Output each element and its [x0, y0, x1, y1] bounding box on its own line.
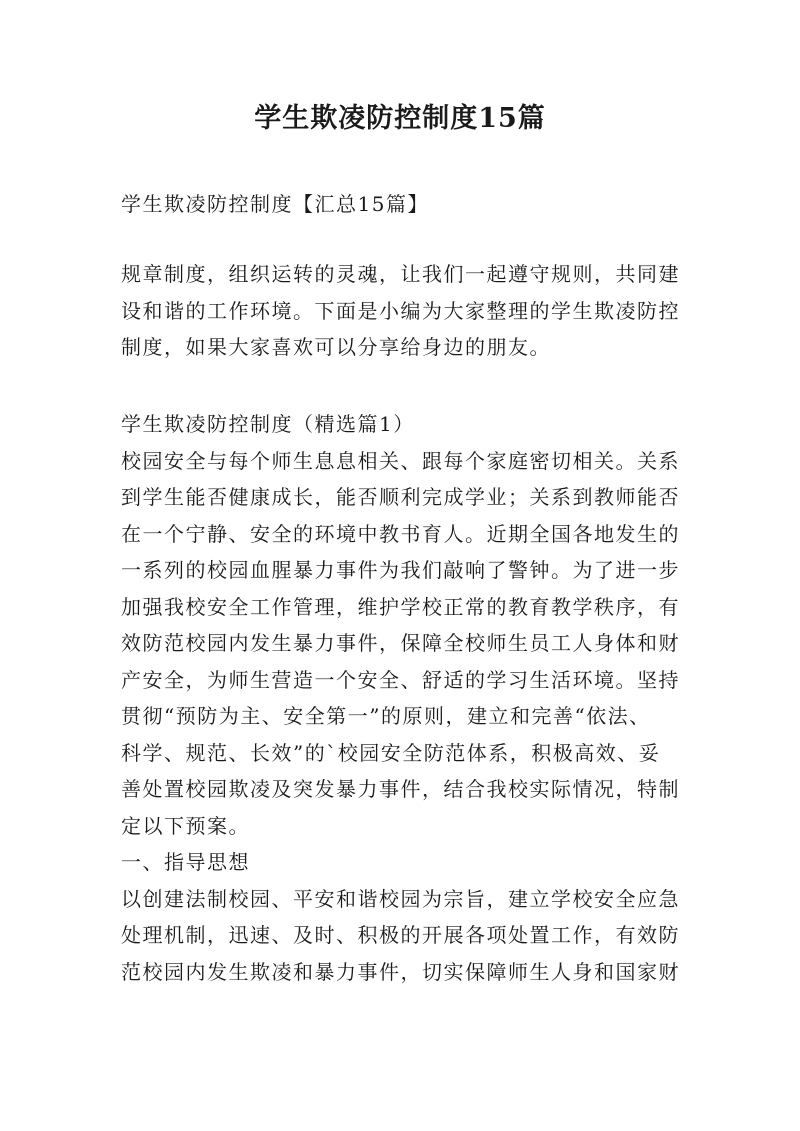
subtitle-line: 学生欺凌防控制度【汇总15篇】	[121, 192, 429, 216]
main-section	[121, 406, 693, 990]
paragraph-line: 以创建法制校园、平安和谐校园为宗旨，建立学校安全应急	[121, 886, 680, 911]
paragraph-line: 贯彻“预防为主、安全第一”的原则，建立和完善“依法、	[121, 704, 651, 728]
paragraph-line: 科学、规范、长效”的`校园安全防范体系，积极高效、妥	[121, 740, 661, 765]
document-subtitle	[121, 186, 693, 223]
paragraph-line: 范校园内发生欺凌和暴力事件，切实保障师生人身和国家财	[121, 959, 680, 984]
intro-line: 设和谐的工作环境。下面是小编为大家整理的学生欺凌防控	[121, 298, 680, 323]
document-title: 学生欺凌防控制度15篇	[254, 103, 546, 134]
paragraph-line: 加强我校安全工作管理，维护学校正常的教育教学秩序，有	[121, 594, 680, 619]
paragraph-line: 产安全，为师生营造一个安全、舒适的学习生活环境。坚持	[121, 667, 680, 692]
intro-line: 制度，如果大家喜欢可以分享给身边的朋友。	[121, 335, 551, 359]
paragraph-line: 一系列的校园血腥暴力事件为我们敲响了警钟。为了进一步	[121, 558, 680, 582]
paragraph-line: 效防范校园内发生暴力事件，保障全校师生员工人身体和财	[121, 631, 680, 655]
paragraph-line: 处理机制，迅速、及时、积极的开展各项处置工作，有效防	[121, 923, 680, 947]
intro-paragraph	[121, 256, 693, 366]
section-heading: 一、指导思想	[121, 850, 250, 874]
paragraph-line: 定以下预案。	[121, 813, 250, 838]
paragraph-line: 校园安全与每个师生息息相关、跟每个家庭密切相关。关系	[121, 448, 680, 473]
section-heading: 学生欺凌防控制度（精选篇1）	[121, 412, 415, 436]
paragraph-line: 在一个宁静、安全的环境中教书育人。近期全国各地发生的	[121, 521, 680, 546]
intro-line: 规章制度，组织运转的灵魂，让我们一起遵守规则，共同建	[121, 262, 680, 286]
paragraph-line: 善处置校园欺凌及突发暴力事件，结合我校实际情况，特制	[121, 777, 680, 801]
paragraph-line: 到学生能否健康成长，能否顺利完成学业；关系到教师能否	[121, 485, 680, 509]
